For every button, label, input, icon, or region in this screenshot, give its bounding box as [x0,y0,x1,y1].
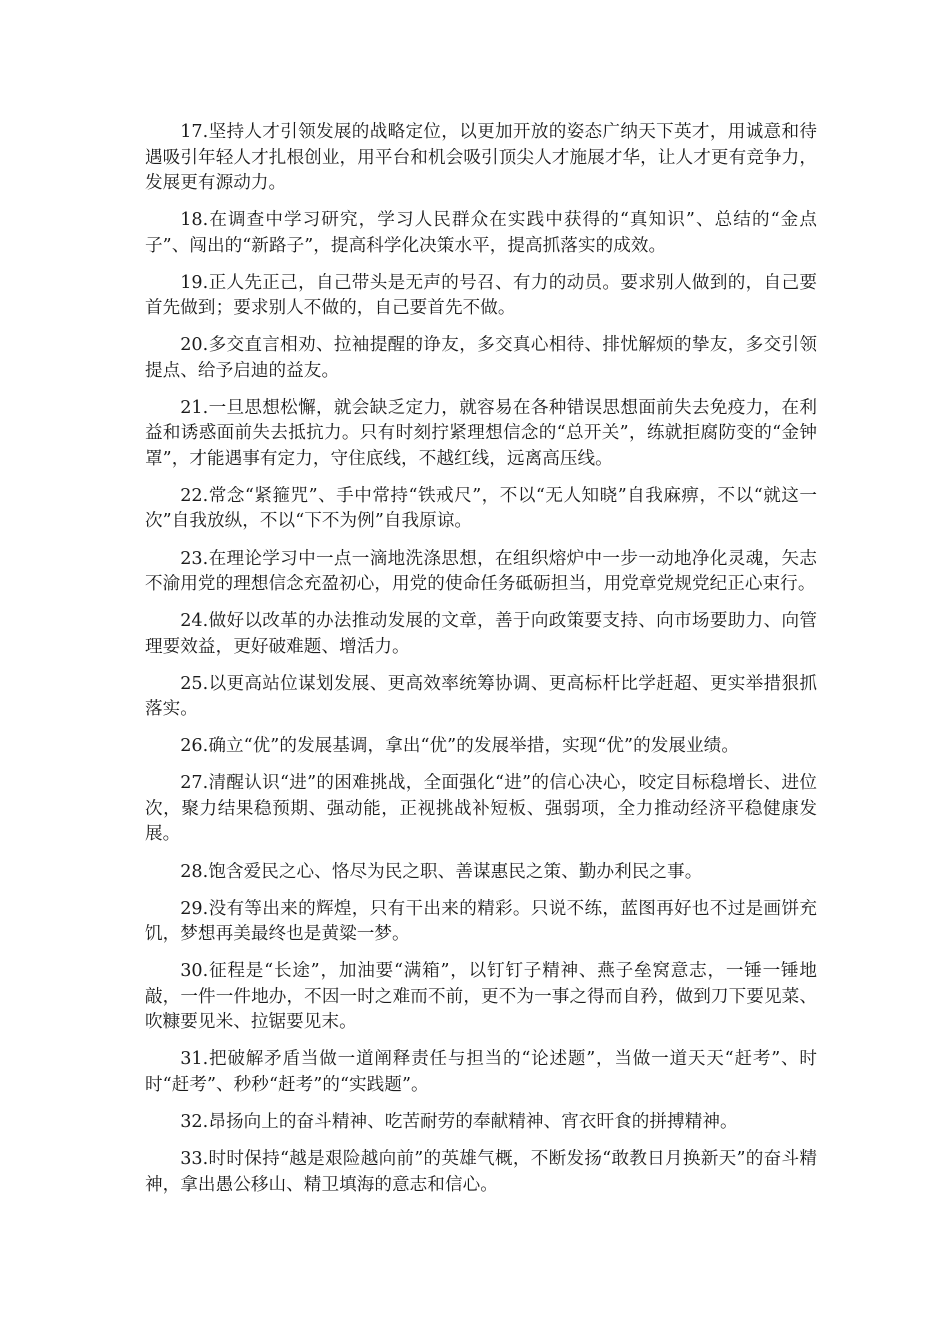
paragraph-32: 32.昂扬向上的奋斗精神、吃苦耐劳的奉献精神、宵衣旰食的拼搏精神。 [180,1111,738,1132]
paragraph-21: 21.一旦思想松懈，就会缺乏定力，就容易在各种错误思想面前失去免疫力，在利益和诱惑面前失去抵抗力。只有时刻拧紧理想信念的“总开关”，练就拒腐防变的“金钟罩”，才能遇事有定力，守住底线，不越红线，远离高压线。 [145,397,817,469]
paragraph-33: 33.时时保持“越是艰险越向前”的英雄气概，不断发扬“敢教日月换新天”的奋斗精神，拿出愚公移山、精卫填海的意志和信心。 [145,1149,817,1195]
paragraph-27: 27.清醒认识“进”的困难挑战，全面强化“进”的信心决心，咬定目标稳增长、进位次，聚力结果稳预期、强动能，正视挑战补短板、强弱项，全力推动经济平稳健康发展。 [145,773,817,845]
paragraph-20: 20.多交直言相劝、拉袖提醒的诤友，多交真心相待、排忧解烦的挚友，多交引领提点、给予启迪的益友。 [145,335,817,381]
paragraph-31: 31.把破解矛盾当做一道阐释责任与担当的“论述题”，当做一道天天“赶考”、时时“赶考”、秒秒“赶考”的“实践题”。 [145,1049,817,1095]
paragraph-22: 22.常念“紧箍咒”、手中常持“铁戒尺”，不以“无人知晓”自我麻痹，不以“就这一次”自我放纵，不以“下不为例”自我原谅。 [145,485,817,532]
paragraph-28: 28.饱含爱民之心、恪尽为民之职、善谋惠民之策、勤办利民之事。 [180,861,703,882]
document-body [145,120,817,1210]
paragraph-24: 24.做好以改革的办法推动发展的文章，善于向政策要支持、向市场要助力、向管理要效益，更好破难题、增活力。 [145,611,817,657]
paragraph-26: 26.确立“优”的发展基调，拿出“优”的发展举措，实现“优”的发展业绩。 [180,736,739,757]
paragraph-30: 30.征程是“长途”，加油要“满箱”，以钉钉子精神、燕子垒窝意志，一锤一锤地敲，一件一件地办，不因一时之难而不前，更不为一事之得而自矜，做到刀下要见菜、吹糠要见米、拉锯要见末。 [145,961,817,1033]
paragraph-17: 17.坚持人才引领发展的战略定位，以更加开放的姿态广纳天下英才，用诚意和待遇吸引年轻人才扎根创业，用平台和机会吸引顶尖人才施展才华，让人才更有竞争力，发展更有源动力。 [145,122,817,193]
paragraph-18: 18.在调查中学习研究，学习人民群众在实践中获得的“真知识”、总结的“金点子”、闯出的“新路子”，提高科学化决策水平，提高抓落实的成效。 [145,210,817,256]
paragraph-19: 19.正人先正己，自己带头是无声的号召、有力的动员。要求别人做到的，自己要首先做到；要求别人不做的，自己要首先不做。 [145,272,817,319]
paragraph-29: 29.没有等出来的辉煌，只有干出来的精彩。只说不练，蓝图再好也不过是画饼充饥，梦想再美最终也是黄粱一梦。 [145,898,817,945]
paragraph-23: 23.在理论学习中一点一滴地洗涤思想，在组织熔炉中一步一动地净化灵魂，矢志不渝用党的理想信念充盈初心，用党的使命任务砥砺担当，用党章党规党纪正心束行。 [145,548,817,595]
paragraph-25: 25.以更高站位谋划发展、更高效率统筹协调、更高标杆比学赶超、更实举措狠抓落实。 [145,673,817,720]
